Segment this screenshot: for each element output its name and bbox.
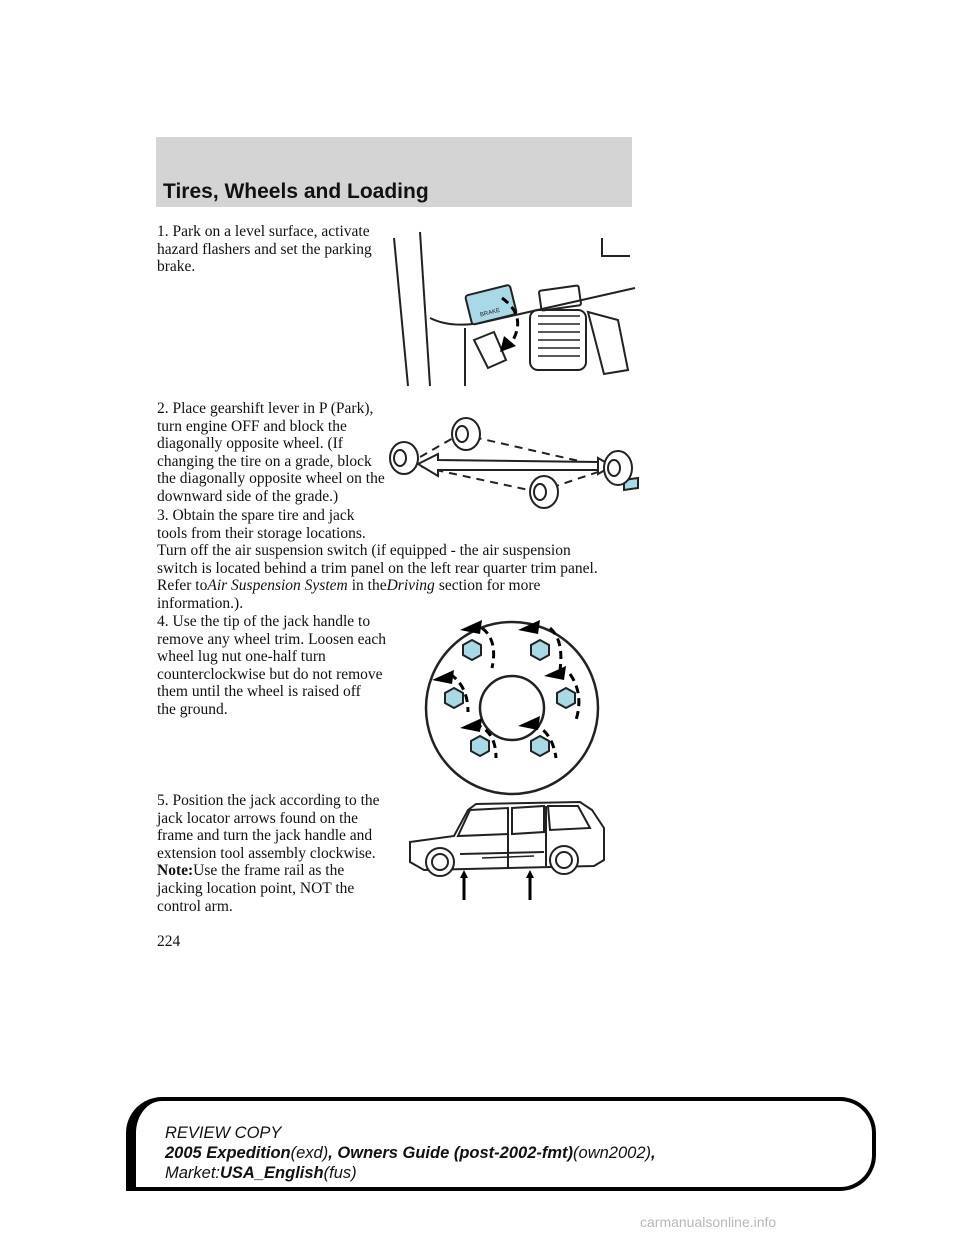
air-suspension-ref: Air Suspension System [207,577,348,595]
brake-label: BRAKE [479,307,501,319]
step-5-text: 5. Position the jack according to the jack locator arrows found on the frame and turn the jack handle and extension tool assembly clockwise. Note:Use the frame rail as the jacking location point, NOT the control arm. [157,792,380,915]
review-copy-text: REVIEW COPY 2005 Expedition(exd), Owners Guide (post-2002-fmt)(own2002), Market:USA_English(fus) [165,1124,656,1182]
lug-nut-figure [420,612,604,800]
note-line: Note:Use the frame rail as the [157,862,345,880]
step-2-text: 2. Place gearshift lever in P (Park), turn engine OFF and block the diagonally opposite wheel. (If changing the tire on a grade, block the diagonally opposite wheel on the downward side of the grade.) [157,400,385,505]
watermark: carmanualsonline.info [640,1214,777,1230]
driving-section-ref: Driving [386,577,435,595]
refer-line: Refer toAir Suspension System in theDriving section for more [157,577,541,595]
step-1-text: 1. Park on a level surface, activate hazard flashers and set the parking brake. [157,223,372,276]
jack-point-vehicle-figure [404,796,614,904]
section-title: Tires, Wheels and Loading [163,180,429,203]
note-label: Note: [157,862,194,880]
step-3-text: 3. Obtain the spare tire and jack tools from their storage locations. Turn off the air suspension switch (if equipped - the air suspension switch is located behind a trim panel on the left rear quarter trim panel. Refer toAir Suspension System in theDriving section for more information.). [157,507,598,612]
doc-id-line: 2005 Expedition(exd), Owners Guide (post-2002-fmt)(own2002), [165,1144,656,1162]
step-4-text: 4. Use the tip of the jack handle to remove any wheel trim. Loosen each wheel lug nut one-half turn counterclockwise but do not remove them until the wheel is raised off the ground. [157,613,386,718]
brake-pedal-figure [390,228,640,388]
wheel-block-figure [388,412,640,512]
page-number: 224 [157,933,181,950]
market-line: Market:USA_English(fus) [165,1164,357,1182]
